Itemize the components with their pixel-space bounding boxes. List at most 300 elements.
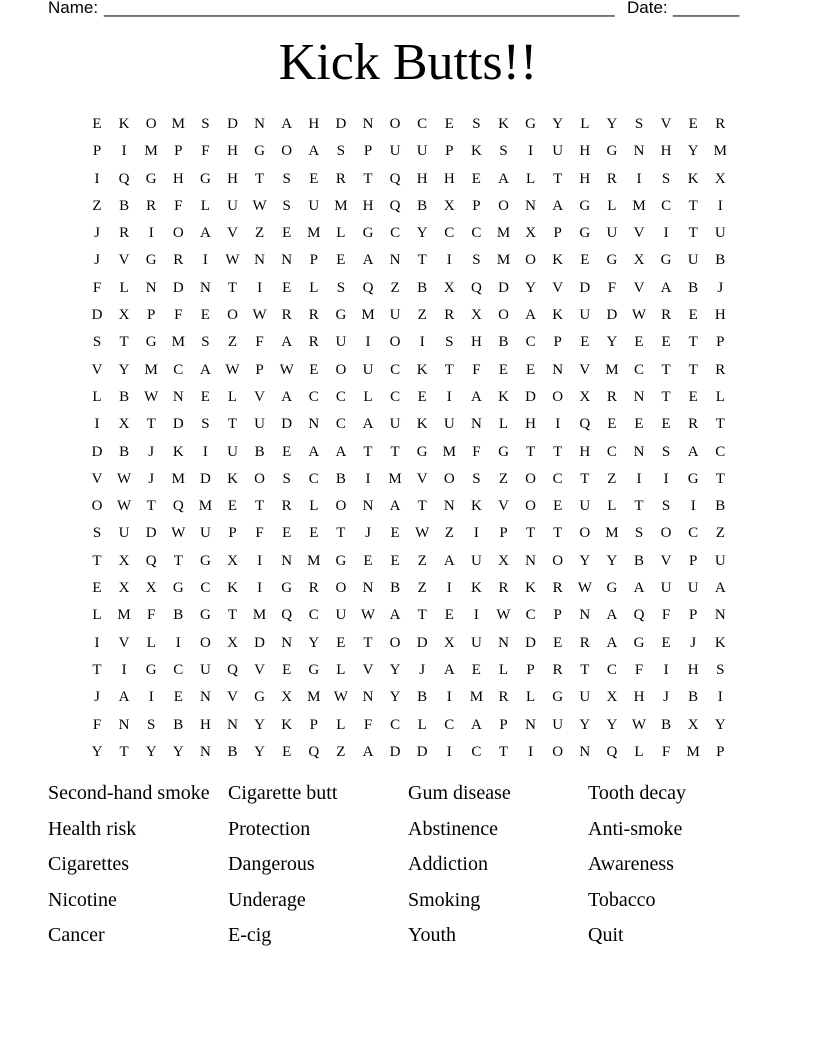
grid-letter[interactable]: P xyxy=(228,525,237,542)
grid-letter[interactable]: Z xyxy=(227,334,238,351)
grid-letter[interactable]: G xyxy=(172,580,184,597)
grid-letter[interactable]: Q xyxy=(227,661,238,678)
grid-letter[interactable]: R xyxy=(579,634,590,651)
grid-letter[interactable]: M xyxy=(307,689,321,706)
grid-letter[interactable]: P xyxy=(553,334,562,351)
grid-letter[interactable]: P xyxy=(92,143,102,160)
grid-letter[interactable]: Z xyxy=(336,743,346,760)
grid-letter[interactable]: R xyxy=(281,498,292,515)
grid-letter[interactable]: I xyxy=(717,197,723,214)
grid-letter[interactable]: U xyxy=(199,525,211,542)
grid-letter[interactable]: E xyxy=(309,170,319,187)
grid-letter[interactable]: I xyxy=(636,470,642,487)
grid-letter[interactable]: J xyxy=(690,634,697,651)
grid-letter[interactable]: I xyxy=(446,743,452,760)
grid-letter[interactable]: D xyxy=(416,634,428,651)
grid-letter[interactable]: L xyxy=(200,197,210,214)
grid-letter[interactable]: I xyxy=(636,170,642,187)
grid-letter[interactable]: U xyxy=(389,307,401,324)
grid-letter[interactable]: N xyxy=(362,689,374,706)
grid-letter[interactable]: B xyxy=(688,689,699,706)
grid-letter[interactable]: L xyxy=(146,634,156,651)
grid-letter[interactable]: R xyxy=(552,661,563,678)
grid-letter[interactable]: R xyxy=(335,170,346,187)
grid-letter[interactable]: B xyxy=(390,580,401,597)
grid-letter[interactable]: S xyxy=(201,334,210,351)
grid-letter[interactable]: G xyxy=(335,552,347,569)
grid-letter[interactable]: O xyxy=(443,470,455,487)
grid-letter[interactable]: P xyxy=(472,197,481,214)
grid-letter[interactable]: C xyxy=(444,716,455,733)
grid-letter[interactable]: S xyxy=(92,334,102,351)
grid-letter[interactable]: W xyxy=(144,388,159,405)
grid-letter[interactable]: O xyxy=(498,197,509,214)
grid-letter[interactable]: S xyxy=(282,170,291,187)
grid-letter[interactable]: X xyxy=(525,225,537,242)
grid-letter[interactable]: O xyxy=(525,498,537,515)
grid-letter[interactable]: X xyxy=(579,388,591,405)
grid-letter[interactable]: S xyxy=(336,143,346,160)
grid-letter[interactable]: T xyxy=(146,498,156,515)
grid-letter[interactable]: U xyxy=(199,661,211,678)
grid-letter[interactable]: F xyxy=(92,279,102,296)
grid-letter[interactable]: L xyxy=(119,279,129,296)
grid-letter[interactable]: V xyxy=(91,470,103,487)
grid-letter[interactable]: T xyxy=(688,361,698,378)
grid-letter[interactable]: H xyxy=(227,143,238,160)
grid-letter[interactable]: L xyxy=(715,388,725,405)
grid-letter[interactable]: I xyxy=(257,279,263,296)
grid-letter[interactable]: E xyxy=(282,743,292,760)
grid-letter[interactable]: K xyxy=(498,388,509,405)
grid-letter[interactable]: E xyxy=(580,252,590,269)
grid-letter[interactable]: A xyxy=(552,197,564,214)
grid-letter[interactable]: S xyxy=(716,661,725,678)
grid-letter[interactable]: C xyxy=(335,416,346,433)
grid-letter[interactable]: U xyxy=(227,443,238,460)
grid-letter[interactable]: M xyxy=(605,361,619,378)
grid-letter[interactable]: E xyxy=(336,634,346,651)
grid-letter[interactable]: B xyxy=(335,470,346,487)
grid-letter[interactable]: U xyxy=(335,334,347,351)
grid-letter[interactable]: W xyxy=(577,580,592,597)
grid-letter[interactable]: Q xyxy=(633,607,645,624)
grid-letter[interactable]: L xyxy=(417,716,427,733)
grid-letter[interactable]: M xyxy=(144,143,158,160)
grid-letter[interactable]: N xyxy=(525,552,537,569)
grid-letter[interactable]: T xyxy=(661,388,671,405)
grid-letter[interactable]: A xyxy=(389,498,401,515)
grid-letter[interactable]: X xyxy=(118,580,130,597)
grid-letter[interactable]: I xyxy=(690,498,696,515)
grid-letter[interactable]: H xyxy=(579,170,591,187)
grid-letter[interactable]: P xyxy=(553,607,562,624)
grid-letter[interactable]: N xyxy=(199,279,211,296)
grid-letter[interactable]: G xyxy=(145,661,157,678)
grid-letter[interactable]: I xyxy=(663,225,669,242)
grid-letter[interactable]: H xyxy=(660,143,672,160)
grid-letter[interactable]: E xyxy=(282,525,292,542)
grid-letter[interactable]: I xyxy=(121,661,127,678)
grid-letter[interactable]: K xyxy=(118,116,130,132)
grid-letter[interactable]: U xyxy=(714,552,726,569)
grid-letter[interactable]: N xyxy=(199,743,211,760)
grid-letter[interactable]: B xyxy=(633,552,644,569)
grid-letter[interactable]: I xyxy=(94,416,100,433)
grid-letter[interactable]: E xyxy=(227,498,238,515)
grid-letter[interactable]: Z xyxy=(417,580,427,597)
grid-letter[interactable]: N xyxy=(281,252,293,269)
grid-letter[interactable]: D xyxy=(498,279,509,296)
grid-letter[interactable]: G xyxy=(199,170,211,187)
grid-letter[interactable]: Y xyxy=(254,743,266,760)
grid-letter[interactable]: E xyxy=(282,443,292,460)
grid-letter[interactable]: T xyxy=(526,443,536,460)
grid-letter[interactable]: D xyxy=(172,416,184,433)
grid-letter[interactable]: N xyxy=(714,607,726,624)
grid-letter[interactable]: A xyxy=(281,116,293,132)
grid-letter[interactable]: G xyxy=(254,143,266,160)
grid-letter[interactable]: B xyxy=(498,334,509,351)
grid-letter[interactable]: K xyxy=(470,580,482,597)
grid-letter[interactable]: Q xyxy=(362,279,374,296)
grid-letter[interactable]: A xyxy=(308,143,320,160)
grid-letter[interactable]: M xyxy=(144,361,158,378)
grid-letter[interactable]: F xyxy=(363,716,373,733)
grid-letter[interactable]: D xyxy=(172,279,184,296)
grid-letter[interactable]: X xyxy=(443,634,455,651)
grid-letter[interactable]: P xyxy=(689,607,698,624)
grid-letter[interactable]: O xyxy=(335,361,347,378)
grid-letter[interactable]: R xyxy=(281,307,292,324)
grid-letter[interactable]: D xyxy=(199,470,211,487)
grid-letter[interactable]: M xyxy=(713,143,727,160)
grid-letter[interactable]: M xyxy=(171,116,185,132)
grid-letter[interactable]: E xyxy=(661,334,671,351)
grid-letter[interactable]: O xyxy=(172,225,184,242)
grid-letter[interactable]: B xyxy=(119,197,130,214)
grid-letter[interactable]: C xyxy=(552,470,563,487)
grid-letter[interactable]: E xyxy=(417,388,427,405)
grid-letter[interactable]: P xyxy=(716,743,725,760)
grid-letter[interactable]: A xyxy=(660,279,672,296)
grid-letter[interactable]: H xyxy=(362,197,374,214)
grid-letter[interactable]: X xyxy=(118,416,130,433)
grid-letter[interactable]: V xyxy=(498,498,509,515)
grid-letter[interactable]: C xyxy=(688,525,699,542)
grid-letter[interactable]: Z xyxy=(417,307,427,324)
grid-letter[interactable]: A xyxy=(362,252,374,269)
grid-letter[interactable]: U xyxy=(606,225,618,242)
grid-letter[interactable]: C xyxy=(200,580,211,597)
grid-letter[interactable]: T xyxy=(417,498,427,515)
grid-letter[interactable]: R xyxy=(661,307,672,324)
grid-letter[interactable]: C xyxy=(173,661,184,678)
grid-letter[interactable]: I xyxy=(419,334,425,351)
grid-letter[interactable]: R xyxy=(688,416,699,433)
grid-letter[interactable]: M xyxy=(469,689,484,706)
grid-letter[interactable]: Q xyxy=(470,279,482,296)
grid-letter[interactable]: Y xyxy=(254,716,266,733)
grid-letter[interactable]: Z xyxy=(390,279,400,296)
grid-letter[interactable]: R xyxy=(552,580,563,597)
grid-letter[interactable]: K xyxy=(172,443,184,460)
grid-letter[interactable]: I xyxy=(446,252,452,269)
grid-letter[interactable]: K xyxy=(552,252,564,269)
grid-letter[interactable]: J xyxy=(148,443,155,460)
grid-letter[interactable]: T xyxy=(553,443,563,460)
grid-letter[interactable]: A xyxy=(633,580,645,597)
grid-letter[interactable]: H xyxy=(579,143,591,160)
grid-letter[interactable]: X xyxy=(443,279,455,296)
grid-letter[interactable]: Q xyxy=(389,197,401,214)
grid-letter[interactable]: F xyxy=(661,607,671,624)
grid-letter[interactable]: K xyxy=(470,143,482,160)
grid-letter[interactable]: E xyxy=(173,689,183,706)
grid-letter[interactable]: U xyxy=(308,197,320,214)
grid-letter[interactable]: M xyxy=(496,225,511,242)
grid-letter[interactable]: C xyxy=(471,225,482,242)
grid-letter[interactable]: R xyxy=(444,307,455,324)
grid-letter[interactable]: E xyxy=(390,525,400,542)
grid-letter[interactable]: C xyxy=(390,716,401,733)
grid-letter[interactable]: G xyxy=(579,225,591,242)
grid-letter[interactable]: O xyxy=(389,634,401,651)
grid-letter[interactable]: Y xyxy=(606,116,618,132)
grid-letter[interactable]: E xyxy=(390,552,400,569)
grid-letter[interactable]: N xyxy=(579,607,591,624)
grid-letter[interactable]: G xyxy=(308,661,320,678)
grid-letter[interactable]: E xyxy=(336,252,346,269)
grid-letter[interactable]: E xyxy=(200,388,210,405)
grid-letter[interactable]: E xyxy=(471,661,481,678)
grid-letter[interactable]: F xyxy=(634,661,644,678)
grid-letter[interactable]: M xyxy=(632,197,646,214)
grid-letter[interactable]: O xyxy=(335,498,347,515)
grid-letter[interactable]: K xyxy=(498,116,509,132)
grid-letter[interactable]: Z xyxy=(92,197,102,214)
grid-letter[interactable]: S xyxy=(445,334,454,351)
grid-letter[interactable]: K xyxy=(227,580,238,597)
grid-letter[interactable]: I xyxy=(717,689,723,706)
grid-letter[interactable]: X xyxy=(470,307,482,324)
grid-letter[interactable]: L xyxy=(309,279,319,296)
grid-letter[interactable]: H xyxy=(525,416,537,433)
grid-letter[interactable]: G xyxy=(687,470,699,487)
grid-letter[interactable]: T xyxy=(92,661,102,678)
grid-letter[interactable]: T xyxy=(119,743,129,760)
grid-letter[interactable]: L xyxy=(336,661,346,678)
grid-letter[interactable]: I xyxy=(148,689,154,706)
grid-letter[interactable]: W xyxy=(252,307,267,324)
grid-letter[interactable]: G xyxy=(633,634,645,651)
grid-letter[interactable]: L xyxy=(309,498,319,515)
grid-letter[interactable]: U xyxy=(389,416,401,433)
grid-letter[interactable]: G xyxy=(606,143,618,160)
grid-letter[interactable]: E xyxy=(444,607,454,624)
grid-letter[interactable]: Z xyxy=(715,525,725,542)
grid-letter[interactable]: M xyxy=(442,443,456,460)
grid-letter[interactable]: V xyxy=(118,252,130,269)
grid-letter[interactable]: E xyxy=(92,116,102,132)
grid-letter[interactable]: X xyxy=(118,307,130,324)
grid-letter[interactable]: T xyxy=(498,743,509,760)
grid-letter[interactable]: W xyxy=(360,607,376,624)
grid-letter[interactable]: Q xyxy=(145,552,157,569)
grid-letter[interactable]: M xyxy=(252,607,267,624)
grid-letter[interactable]: A xyxy=(525,307,537,324)
grid-letter[interactable]: G xyxy=(606,252,618,269)
grid-letter[interactable]: T xyxy=(580,470,590,487)
grid-letter[interactable]: C xyxy=(525,607,536,624)
grid-letter[interactable]: U xyxy=(335,607,347,624)
grid-letter[interactable]: I xyxy=(202,252,208,269)
grid-letter[interactable]: S xyxy=(472,252,481,269)
grid-letter[interactable]: K xyxy=(470,498,482,515)
grid-letter[interactable]: L xyxy=(227,388,238,405)
grid-letter[interactable]: S xyxy=(661,170,671,187)
grid-letter[interactable]: Y xyxy=(172,743,184,760)
grid-letter[interactable]: G xyxy=(145,252,157,269)
grid-letter[interactable]: J xyxy=(94,252,100,269)
grid-letter[interactable]: T xyxy=(227,279,238,296)
grid-letter[interactable]: T xyxy=(227,607,238,624)
grid-letter[interactable]: F xyxy=(174,197,183,214)
grid-letter[interactable]: A xyxy=(470,716,482,733)
grid-letter[interactable]: L xyxy=(634,743,644,760)
grid-letter[interactable]: N xyxy=(281,634,293,651)
grid-letter[interactable]: E xyxy=(471,170,481,187)
grid-letter[interactable]: N xyxy=(362,498,374,515)
grid-letter[interactable]: O xyxy=(389,334,401,351)
grid-letter[interactable]: U xyxy=(118,525,130,542)
grid-letter[interactable]: B xyxy=(227,743,238,760)
grid-letter[interactable]: W xyxy=(252,197,267,214)
grid-letter[interactable]: D xyxy=(525,634,537,651)
grid-letter[interactable]: H xyxy=(579,443,591,460)
grid-letter[interactable]: F xyxy=(92,716,102,733)
grid-letter[interactable]: B xyxy=(417,689,428,706)
grid-letter[interactable]: M xyxy=(171,334,185,351)
grid-letter[interactable]: Y xyxy=(606,716,618,733)
grid-letter[interactable]: Q xyxy=(579,416,591,433)
grid-letter[interactable]: K xyxy=(525,580,537,597)
grid-letter[interactable]: A xyxy=(362,743,374,760)
grid-letter[interactable]: V xyxy=(362,661,374,678)
grid-letter[interactable]: O xyxy=(227,307,238,324)
grid-letter[interactable]: W xyxy=(333,689,348,706)
grid-letter[interactable]: J xyxy=(148,470,155,487)
grid-letter[interactable]: E xyxy=(200,307,210,324)
grid-letter[interactable]: C xyxy=(471,743,482,760)
grid-letter[interactable]: A xyxy=(498,170,509,187)
grid-letter[interactable]: E xyxy=(661,634,671,651)
grid-letter[interactable]: S xyxy=(282,470,291,487)
grid-letter[interactable]: S xyxy=(201,116,210,132)
grid-letter[interactable]: E xyxy=(526,361,536,378)
grid-letter[interactable]: C xyxy=(715,443,726,460)
name-field-line[interactable]: ______________________________________________________ xyxy=(104,0,615,17)
grid-letter[interactable]: X xyxy=(606,689,618,706)
grid-letter[interactable]: I xyxy=(121,143,127,160)
grid-letter[interactable]: N xyxy=(281,552,293,569)
grid-letter[interactable]: V xyxy=(416,470,428,487)
grid-letter[interactable]: O xyxy=(281,143,293,160)
grid-letter[interactable]: M xyxy=(605,525,619,542)
grid-letter[interactable]: G xyxy=(416,443,428,460)
grid-letter[interactable]: C xyxy=(335,388,346,405)
grid-letter[interactable]: V xyxy=(552,279,564,296)
grid-letter[interactable]: N xyxy=(362,580,374,597)
grid-letter[interactable]: F xyxy=(661,743,671,760)
grid-letter[interactable]: M xyxy=(171,470,185,487)
grid-letter[interactable]: T xyxy=(526,525,536,542)
grid-letter[interactable]: W xyxy=(631,307,647,324)
grid-letter[interactable]: W xyxy=(415,525,430,542)
grid-letter[interactable]: R xyxy=(308,334,319,351)
grid-letter[interactable]: Q xyxy=(308,743,320,760)
grid-letter[interactable]: L xyxy=(607,498,617,515)
grid-letter[interactable]: H xyxy=(443,170,455,187)
grid-letter[interactable]: R xyxy=(498,580,509,597)
grid-letter[interactable]: N xyxy=(145,279,157,296)
grid-letter[interactable]: W xyxy=(225,361,240,378)
grid-letter[interactable]: T xyxy=(580,661,590,678)
grid-letter[interactable]: V xyxy=(633,279,645,296)
grid-letter[interactable]: E xyxy=(580,334,590,351)
grid-letter[interactable]: N xyxy=(172,388,184,405)
grid-letter[interactable]: H xyxy=(199,716,211,733)
grid-letter[interactable]: I xyxy=(473,525,479,542)
grid-letter[interactable]: I xyxy=(365,470,371,487)
grid-letter[interactable]: O xyxy=(91,498,103,515)
grid-letter[interactable]: A xyxy=(362,416,374,433)
grid-letter[interactable]: K xyxy=(416,361,428,378)
grid-letter[interactable]: E xyxy=(498,361,509,378)
grid-letter[interactable]: J xyxy=(419,661,426,678)
grid-letter[interactable]: F xyxy=(147,607,156,624)
grid-letter[interactable]: E xyxy=(553,498,563,515)
grid-letter[interactable]: L xyxy=(526,689,536,706)
grid-letter[interactable]: L xyxy=(498,661,509,678)
grid-letter[interactable]: G xyxy=(145,170,157,187)
grid-letter[interactable]: R xyxy=(606,170,617,187)
grid-letter[interactable]: B xyxy=(417,279,428,296)
grid-letter[interactable]: A xyxy=(470,388,482,405)
grid-letter[interactable]: D xyxy=(579,279,591,296)
grid-letter[interactable]: T xyxy=(255,170,265,187)
grid-letter[interactable]: Y xyxy=(525,279,537,296)
grid-letter[interactable]: K xyxy=(416,416,428,433)
grid-letter[interactable]: W xyxy=(171,525,186,542)
grid-letter[interactable]: M xyxy=(307,225,321,242)
grid-letter[interactable]: O xyxy=(254,470,266,487)
grid-letter[interactable]: E xyxy=(309,361,319,378)
grid-letter[interactable]: A xyxy=(118,689,130,706)
grid-letter[interactable]: T xyxy=(634,498,644,515)
grid-letter[interactable]: G xyxy=(579,197,591,214)
grid-letter[interactable]: B xyxy=(661,716,672,733)
grid-letter[interactable]: R xyxy=(308,580,319,597)
grid-letter[interactable]: Z xyxy=(417,552,427,569)
grid-letter[interactable]: D xyxy=(416,743,428,760)
grid-letter[interactable]: M xyxy=(334,197,348,214)
grid-letter[interactable]: P xyxy=(309,252,318,269)
grid-letter[interactable]: P xyxy=(553,225,562,242)
grid-letter[interactable]: T xyxy=(444,361,454,378)
grid-letter[interactable]: P xyxy=(147,307,156,324)
grid-letter[interactable]: C xyxy=(633,361,644,378)
